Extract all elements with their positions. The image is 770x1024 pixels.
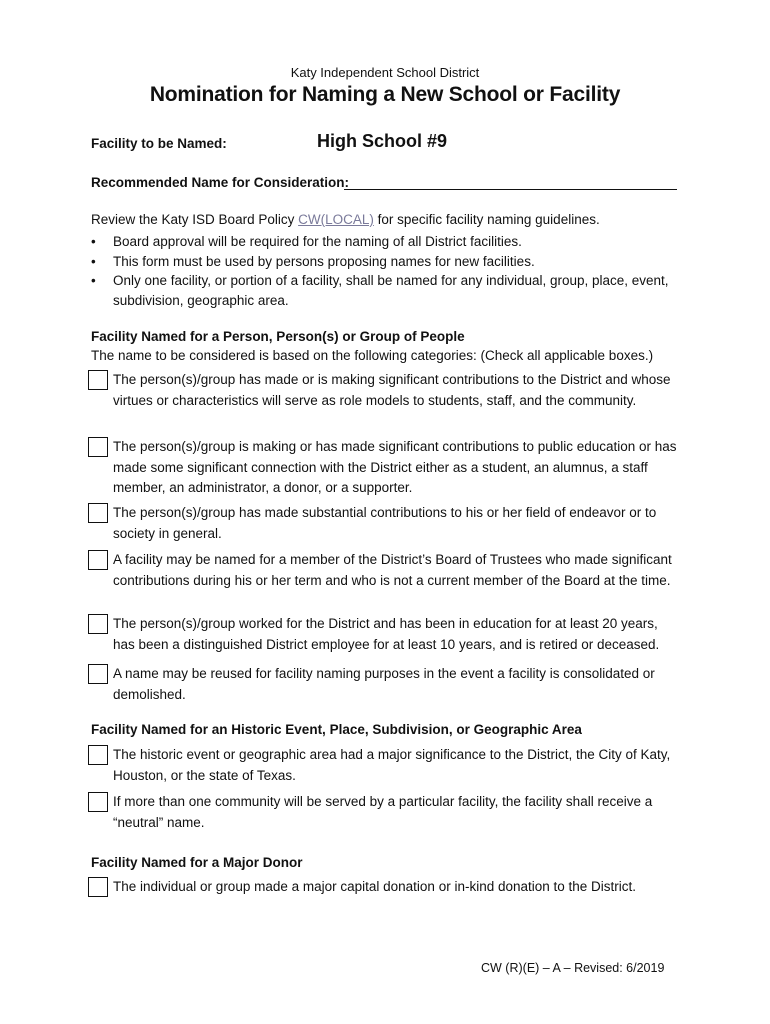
- checkbox[interactable]: [88, 550, 108, 570]
- review-prefix: Review the Katy ISD Board Policy: [91, 212, 299, 227]
- bullet-icon: •: [91, 234, 96, 249]
- recommended-name-field[interactable]: [344, 189, 677, 190]
- checkbox[interactable]: [88, 503, 108, 523]
- checkbox-label: The person(s)/group worked for the District and has been in education for at least 20 years, has been a distinguished District employee for at least 10 years, and is retired or deceased.: [113, 616, 660, 652]
- section-heading-historic: Facility Named for an Historic Event, Place, Subdivision, or Geographic Area: [91, 722, 582, 737]
- policy-link[interactable]: CW(LOCAL): [298, 212, 374, 227]
- checkbox-label: The person(s)/group is making or has made significant contributions to public education or has made some significant connection with the District either as a student, an alumnus, a staff member, an administrator, a donor, or a supporter.: [113, 439, 677, 495]
- checkbox[interactable]: [88, 745, 108, 765]
- checkbox[interactable]: [88, 792, 108, 812]
- section-intro-person: The name to be considered is based on the following categories: (Check all applicable boxes.): [91, 348, 654, 363]
- checkbox-label: The person(s)/group has made substantial contributions to his or her field of endeavor or to society in general.: [113, 505, 657, 541]
- checkbox[interactable]: [88, 614, 108, 634]
- guideline-list: [91, 232, 691, 310]
- form-revision-footer: CW (R)(E) – A – Revised: 6/2019: [481, 961, 665, 975]
- checkbox[interactable]: [88, 664, 108, 684]
- bullet-icon: •: [91, 273, 96, 288]
- bullet-icon: •: [91, 253, 96, 269]
- list-item-text: Only one facility, or portion of a facility, shall be named for any individual, group, place, event, subdivision, geographic area.: [113, 273, 669, 308]
- list-item: [91, 271, 691, 310]
- page-title: Nomination for Naming a New School or Facility: [149, 83, 621, 106]
- list-item-text: This form must be used by persons proposing names for new facilities.: [113, 253, 535, 269]
- policy-review-text: [91, 212, 600, 227]
- checkbox-label: The person(s)/group has made or is making significant contributions to the District and whose virtues or characteristics will serve as role models to students, staff, and the community.: [113, 372, 671, 408]
- checkbox[interactable]: [88, 877, 108, 897]
- district-name: Katy Independent School District: [290, 65, 480, 80]
- section-heading-donor: Facility Named for a Major Donor: [91, 855, 303, 870]
- section-heading-person: Facility Named for a Person, Person(s) or Group of People: [91, 329, 465, 344]
- facility-value: High School #9: [317, 131, 448, 151]
- checkbox[interactable]: [88, 370, 108, 390]
- checkbox-label: A facility may be named for a member of the District’s Board of Trustees who made significant contributions during his or her term and who is not a current member of the Board at the time.: [113, 552, 672, 588]
- recommended-name-label: Recommended Name for Consideration:: [91, 175, 350, 190]
- list-item: [91, 252, 691, 272]
- list-item: [91, 232, 691, 252]
- facility-label: Facility to be Named:: [91, 136, 227, 151]
- checkbox-label: A name may be reused for facility naming purposes in the event a facility is consolidated or demolished.: [113, 666, 655, 702]
- checkbox-label: If more than one community will be served by a particular facility, the facility shall receive a “neutral” name.: [113, 794, 653, 830]
- checkbox-label: The historic event or geographic area had a major significance to the District, the City of Katy, Houston, or the state of Texas.: [113, 747, 671, 783]
- review-suffix: for specific facility naming guidelines.: [373, 212, 600, 227]
- checkbox-label: The individual or group made a major capital donation or in-kind donation to the District.: [113, 879, 637, 894]
- list-item-text: Board approval will be required for the naming of all District facilities.: [113, 234, 522, 249]
- checkbox[interactable]: [88, 437, 108, 457]
